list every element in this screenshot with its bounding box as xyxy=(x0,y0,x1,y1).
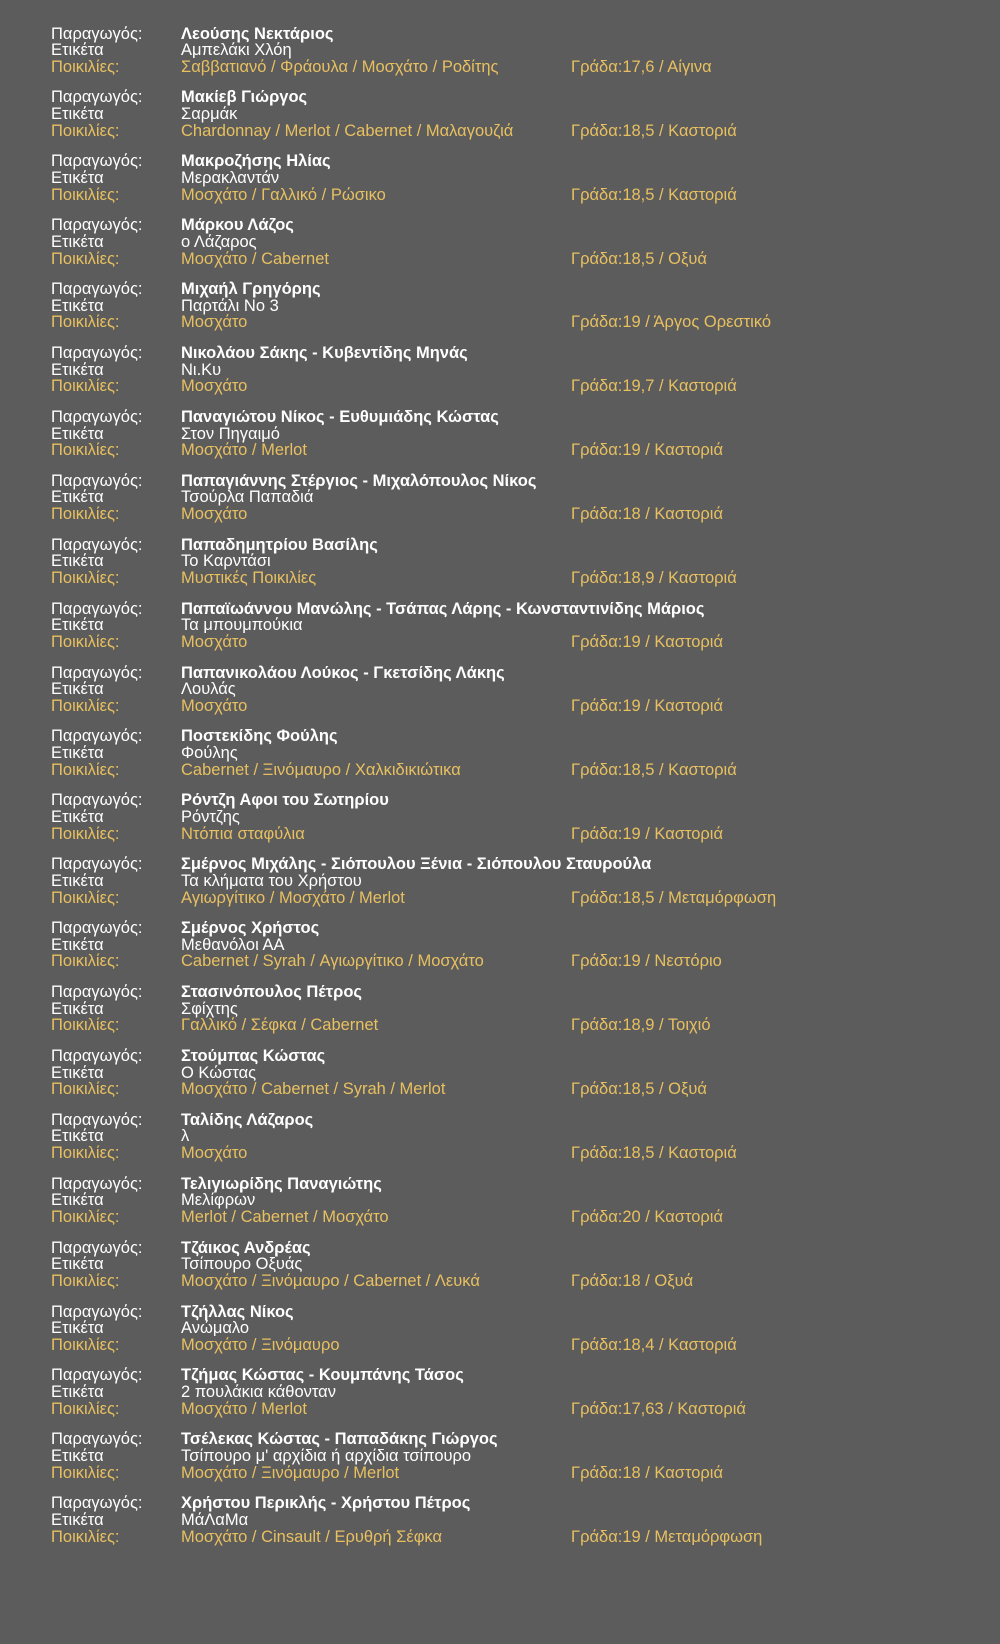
list-item xyxy=(0,89,1000,149)
list-item xyxy=(0,1304,1000,1364)
label-row xyxy=(0,426,1000,443)
label-row xyxy=(0,1320,1000,1337)
varieties-label: Ποικιλίες: xyxy=(51,441,120,460)
varieties-row xyxy=(0,59,1000,76)
label-label: Ετικέτα xyxy=(51,935,104,954)
varieties-label: Ποικιλίες: xyxy=(51,760,120,779)
varieties-row xyxy=(0,251,1000,268)
varieties-row xyxy=(0,1273,1000,1290)
grade-value: Γράδα:18,5 / Καστοριά xyxy=(571,185,737,204)
producer-row xyxy=(0,792,1000,809)
varieties-value: Μοσχάτο / Ξινόμαυρο / Cabernet / Λευκά xyxy=(181,1271,480,1290)
label-row xyxy=(0,873,1000,890)
label-name: Τσίπουρο μ' αρχίδια ή αρχίδια τσίπουρο xyxy=(181,1446,472,1465)
producer-row xyxy=(0,473,1000,490)
producer-label: Παραγωγός: xyxy=(51,471,143,490)
producer-label: Παραγωγός: xyxy=(51,280,143,299)
grade-value: Γράδα:19 / Καστοριά xyxy=(571,632,724,651)
producer-label: Παραγωγός: xyxy=(51,216,143,235)
list-item xyxy=(0,537,1000,597)
producer-row xyxy=(0,1495,1000,1512)
list-item xyxy=(0,792,1000,852)
grade-value: Γράδα:18 / Καστοριά xyxy=(571,505,724,524)
list-item xyxy=(0,281,1000,341)
label-label: Ετικέτα xyxy=(51,296,104,315)
producer-row xyxy=(0,345,1000,362)
label-label: Ετικέτα xyxy=(51,1127,104,1146)
label-row xyxy=(0,298,1000,315)
varieties-row xyxy=(0,1401,1000,1418)
producer-label: Παραγωγός: xyxy=(51,663,143,682)
label-label: Ετικέτα xyxy=(51,1063,104,1082)
varieties-row xyxy=(0,570,1000,587)
label-name: Μερακλαντάν xyxy=(181,168,280,187)
producer-row xyxy=(0,1176,1000,1193)
varieties-row xyxy=(0,1465,1000,1482)
label-name: Τσίπουρο Οξυάς xyxy=(181,1255,303,1274)
varieties-value: Μοσχάτο / Γαλλικό / Ρώσικο xyxy=(181,185,386,204)
label-label: Ετικέτα xyxy=(51,488,104,507)
varieties-label: Ποικιλίες: xyxy=(51,121,120,140)
varieties-row xyxy=(0,1017,1000,1034)
label-name: Τα κλήματα του Χρήστου xyxy=(181,871,362,890)
label-row xyxy=(0,745,1000,762)
varieties-row xyxy=(0,314,1000,331)
grade-value: Γράδα:18,5 / Οξυά xyxy=(571,249,707,268)
producer-label: Παραγωγός: xyxy=(51,1430,143,1449)
list-item xyxy=(0,1176,1000,1236)
producer-name: Στασινόπουλος Πέτρος xyxy=(181,983,363,1001)
producer-row xyxy=(0,1304,1000,1321)
producer-row xyxy=(0,1431,1000,1448)
producer-label: Παραγωγός: xyxy=(51,1302,143,1321)
producer-label: Παραγωγός: xyxy=(51,983,143,1001)
producer-row xyxy=(0,1048,1000,1065)
grade-value: Γράδα:17,6 / Αίγινα xyxy=(571,57,712,76)
label-name: Νι.Κυ xyxy=(181,360,222,379)
grade-value: Γράδα:19 / Νεστόριο xyxy=(571,952,722,971)
label-name: Σφίχτης xyxy=(181,999,238,1018)
label-label: Ετικέτα xyxy=(51,1510,104,1529)
producer-label: Παραγωγός: xyxy=(51,599,143,618)
producer-name: Μακροζήσης Ηλίας xyxy=(181,152,331,171)
varieties-value: Σαββατιανό / Φράουλα / Μοσχάτο / Ροδίτης xyxy=(181,57,499,76)
label-row xyxy=(0,489,1000,506)
varieties-label: Ποικιλίες: xyxy=(51,824,120,843)
label-row xyxy=(0,809,1000,826)
producer-row xyxy=(0,856,1000,873)
varieties-value: Μοσχάτο / Cabernet xyxy=(181,249,329,268)
producer-name: Μάρκου Λάζος xyxy=(181,216,294,235)
producer-name: Τζήμας Κώστας - Κουμπάνης Τάσος xyxy=(181,1366,464,1385)
label-label: Ετικέτα xyxy=(51,1319,104,1338)
varieties-value: Chardonnay / Merlot / Cabernet / Μαλαγουζιά xyxy=(181,121,514,140)
producer-name: Σμέρνος Μιχάλης - Σιόπουλου Ξένια - Σιόπουλου Σταυρούλα xyxy=(181,855,652,874)
producer-label: Παραγωγός: xyxy=(51,1046,143,1065)
list-item xyxy=(0,728,1000,788)
label-label: Ετικέτα xyxy=(51,616,104,635)
grade-value: Γράδα:17,63 / Καστοριά xyxy=(571,1399,746,1418)
label-row xyxy=(0,234,1000,251)
label-name: Μελίφρων xyxy=(181,1191,256,1210)
label-label: Ετικέτα xyxy=(51,1446,104,1465)
varieties-value: Μοσχάτο / Ξινόμαυρο / Merlot xyxy=(181,1463,400,1482)
varieties-label: Ποικιλίες: xyxy=(51,1080,120,1099)
producer-name: Τελιγιωρίδης Παναγιώτης xyxy=(181,1174,382,1193)
grade-value: Γράδα:18 / Οξυά xyxy=(571,1271,694,1290)
varieties-value: Ντόπια σταφύλια xyxy=(181,824,305,843)
list-item xyxy=(0,217,1000,277)
list-item xyxy=(0,920,1000,980)
producer-name: Μιχαήλ Γρηγόρης xyxy=(181,280,321,299)
grade-value: Γράδα:18,5 / Καστοριά xyxy=(571,1144,737,1163)
varieties-label: Ποικιλίες: xyxy=(51,313,120,332)
list-item xyxy=(0,1367,1000,1427)
varieties-label: Ποικιλίες: xyxy=(51,505,120,524)
label-label: Ετικέτα xyxy=(51,1191,104,1210)
label-row xyxy=(0,106,1000,123)
varieties-row xyxy=(0,890,1000,907)
varieties-row xyxy=(0,762,1000,779)
label-label: Ετικέτα xyxy=(51,1383,104,1402)
varieties-value: Μοσχάτο xyxy=(181,632,248,651)
producer-row xyxy=(0,409,1000,426)
producer-name: Λεούσης Νεκτάριος xyxy=(181,24,334,43)
list-item xyxy=(0,473,1000,533)
label-row xyxy=(0,42,1000,59)
varieties-value: Γαλλικό / Σέφκα / Cabernet xyxy=(181,1016,379,1035)
varieties-label: Ποικιλίες: xyxy=(51,57,120,76)
varieties-value: Μοσχάτο xyxy=(181,696,248,715)
varieties-label: Ποικιλίες: xyxy=(51,1463,120,1482)
label-row xyxy=(0,1512,1000,1529)
label-row xyxy=(0,1448,1000,1465)
list-item xyxy=(0,1240,1000,1300)
label-label: Ετικέτα xyxy=(51,168,104,187)
producer-name: Παπανικολάου Λούκος - Γκετσίδης Λάκης xyxy=(181,663,505,682)
list-item xyxy=(0,665,1000,725)
varieties-value: Μοσχάτο / Ξινόμαυρο xyxy=(181,1335,340,1354)
varieties-label: Ποικιλίες: xyxy=(51,569,120,588)
label-name: ΜάΛαΜα xyxy=(181,1510,249,1529)
producer-name: Ποστεκίδης Φούλης xyxy=(181,727,338,746)
label-name: Ο Κώστας xyxy=(181,1063,257,1082)
list-item xyxy=(0,1112,1000,1172)
producer-label: Παραγωγός: xyxy=(51,919,143,938)
varieties-value: Cabernet / Ξινόμαυρο / Χαλκιδικιώτικα xyxy=(181,760,461,779)
producer-row xyxy=(0,665,1000,682)
list-item xyxy=(0,1048,1000,1108)
producer-label: Παραγωγός: xyxy=(51,855,143,874)
varieties-value: Μοσχάτο xyxy=(181,1144,248,1163)
label-name: Λουλάς xyxy=(181,680,236,699)
label-label: Ετικέτα xyxy=(51,1255,104,1274)
producer-label: Παραγωγός: xyxy=(51,24,143,43)
grade-value: Γράδα:19 / Καστοριά xyxy=(571,696,724,715)
producer-name: Τσέλεκας Κώστας - Παπαδάκης Γιώργος xyxy=(181,1430,498,1449)
varieties-row xyxy=(0,826,1000,843)
label-row xyxy=(0,617,1000,634)
producer-name: Τζήλλας Νίκος xyxy=(181,1302,294,1321)
label-label: Ετικέτα xyxy=(51,744,104,763)
producer-name: Νικολάου Σάκης - Κυβεντίδης Μηνάς xyxy=(181,344,468,362)
list-item xyxy=(0,1431,1000,1491)
varieties-value: Μοσχάτο / Merlot xyxy=(181,441,307,460)
list-item xyxy=(0,153,1000,213)
varieties-row xyxy=(0,953,1000,970)
varieties-label: Ποικιλίες: xyxy=(51,632,120,651)
varieties-row xyxy=(0,378,1000,395)
list-item xyxy=(0,1495,1000,1555)
producer-label: Παραγωγός: xyxy=(51,535,143,554)
label-name: Στον Πηγαιμό xyxy=(181,424,280,443)
label-label: Ετικέτα xyxy=(51,552,104,571)
label-row xyxy=(0,1128,1000,1145)
producer-row xyxy=(0,1240,1000,1257)
varieties-row xyxy=(0,123,1000,140)
varieties-value: Cabernet / Syrah / Αγιωργίτικο / Μοσχάτο xyxy=(181,952,484,971)
producer-name: Σμέρνος Χρήστος xyxy=(181,919,320,938)
label-name: Τα μπουμπούκια xyxy=(181,616,303,635)
label-row xyxy=(0,1384,1000,1401)
list-item xyxy=(0,409,1000,469)
producer-row xyxy=(0,1367,1000,1384)
grade-value: Γράδα:18,4 / Καστοριά xyxy=(571,1335,737,1354)
varieties-value: Merlot / Cabernet / Μοσχάτο xyxy=(181,1208,389,1227)
label-row xyxy=(0,553,1000,570)
grade-value: Γράδα:19 / Μεταμόρφωση xyxy=(571,1527,763,1546)
list-item xyxy=(0,601,1000,661)
label-row xyxy=(0,1001,1000,1018)
list-item xyxy=(0,984,1000,1044)
producer-row xyxy=(0,728,1000,745)
varieties-row xyxy=(0,1145,1000,1162)
producer-row xyxy=(0,920,1000,937)
producer-label: Παραγωγός: xyxy=(51,1366,143,1385)
producer-name: Ρόντζη Αφοι του Σωτηρίου xyxy=(181,791,389,810)
varieties-value: Μοσχάτο xyxy=(181,377,248,396)
producer-name: Χρήστου Περικλής - Χρήστου Πέτρος xyxy=(181,1494,471,1513)
list-item xyxy=(0,26,1000,86)
producer-label: Παραγωγός: xyxy=(51,1238,143,1257)
varieties-row xyxy=(0,187,1000,204)
grade-value: Γράδα:19 / Καστοριά xyxy=(571,824,724,843)
label-label: Ετικέτα xyxy=(51,999,104,1018)
label-label: Ετικέτα xyxy=(51,807,104,826)
list-item xyxy=(0,856,1000,916)
label-name: λ xyxy=(181,1127,190,1146)
varieties-value: Αγιωργίτικο / Μοσχάτο / Merlot xyxy=(181,888,405,907)
grade-value: Γράδα:20 / Καστοριά xyxy=(571,1208,724,1227)
varieties-label: Ποικιλίες: xyxy=(51,249,120,268)
varieties-label: Ποικιλίες: xyxy=(51,696,120,715)
list-item xyxy=(0,345,1000,405)
producer-name: Παπαδημητρίου Βασίλης xyxy=(181,535,378,554)
label-row xyxy=(0,1192,1000,1209)
label-name: Μεθανόλοι ΑΑ xyxy=(181,935,285,954)
producer-name: Παπαϊωάννου Μανώλης - Τσάπας Λάρης - Κωνσταντινίδης Μάριος xyxy=(181,599,705,618)
label-label: Ετικέτα xyxy=(51,105,104,124)
producer-name: Στούμπας Κώστας xyxy=(181,1046,326,1065)
producer-label: Παραγωγός: xyxy=(51,727,143,746)
label-row xyxy=(0,937,1000,954)
grade-value: Γράδα:19 / Άργος Ορεστικό xyxy=(571,313,772,332)
label-label: Ετικέτα xyxy=(51,232,104,251)
producer-row xyxy=(0,281,1000,298)
label-row xyxy=(0,1065,1000,1082)
varieties-label: Ποικιλίες: xyxy=(51,1527,120,1546)
label-label: Ετικέτα xyxy=(51,680,104,699)
label-name: Φούλης xyxy=(181,744,238,763)
label-label: Ετικέτα xyxy=(51,360,104,379)
varieties-row xyxy=(0,1337,1000,1354)
producer-name: Παπαγιάννης Στέργιος - Μιχαλόπουλος Νίκος xyxy=(181,471,537,490)
label-name: ο Λάζαρος xyxy=(181,232,257,251)
varieties-value: Μυστικές Ποικιλίες xyxy=(181,569,317,588)
label-name: Τσούρλα Παπαδιά xyxy=(181,488,314,507)
grade-value: Γράδα:18,9 / Τοιχιό xyxy=(571,1016,711,1035)
grade-value: Γράδα:18 / Καστοριά xyxy=(571,1463,724,1482)
label-name: Το Καρντάσι xyxy=(181,552,271,571)
varieties-label: Ποικιλίες: xyxy=(51,952,120,971)
varieties-row xyxy=(0,1209,1000,1226)
producer-name: Παναγιώτου Νίκος - Ευθυμιάδης Κώστας xyxy=(181,407,499,426)
label-name: Ανώμαλο xyxy=(181,1319,250,1338)
varieties-label: Ποικιλίες: xyxy=(51,377,120,396)
producer-label: Παραγωγός: xyxy=(51,791,143,810)
label-name: Αμπελάκι Χλόη xyxy=(181,41,292,60)
producer-name: Μακίεβ Γιώργος xyxy=(181,88,308,107)
varieties-value: Μοσχάτο xyxy=(181,313,248,332)
producer-name: Ταλίδης Λάζαρος xyxy=(181,1110,314,1129)
varieties-label: Ποικιλίες: xyxy=(51,1016,120,1035)
producer-label: Παραγωγός: xyxy=(51,152,143,171)
producer-row xyxy=(0,601,1000,618)
label-name: Παρτάλι Νο 3 xyxy=(181,296,279,315)
grade-value: Γράδα:19 / Καστοριά xyxy=(571,441,724,460)
label-name: 2 πουλάκια κάθονταν xyxy=(181,1383,336,1402)
grade-value: Γράδα:18,5 / Καστοριά xyxy=(571,760,737,779)
producer-label: Παραγωγός: xyxy=(51,344,143,362)
producer-row xyxy=(0,537,1000,554)
varieties-label: Ποικιλίες: xyxy=(51,1399,120,1418)
varieties-label: Ποικιλίες: xyxy=(51,1144,120,1163)
varieties-row xyxy=(0,506,1000,523)
varieties-value: Μοσχάτο / Cinsault / Ερυθρή Σέφκα xyxy=(181,1527,443,1546)
label-row xyxy=(0,1256,1000,1273)
varieties-label: Ποικιλίες: xyxy=(51,1208,120,1227)
varieties-row xyxy=(0,634,1000,651)
producer-label: Παραγωγός: xyxy=(51,407,143,426)
label-label: Ετικέτα xyxy=(51,41,104,60)
producer-label: Παραγωγός: xyxy=(51,1494,143,1513)
varieties-row xyxy=(0,1529,1000,1546)
label-name: Ρόντζης xyxy=(181,807,240,826)
varieties-label: Ποικιλίες: xyxy=(51,888,120,907)
label-label: Ετικέτα xyxy=(51,871,104,890)
varieties-row xyxy=(0,442,1000,459)
producer-row xyxy=(0,153,1000,170)
label-row xyxy=(0,362,1000,379)
producer-row xyxy=(0,89,1000,106)
label-row xyxy=(0,681,1000,698)
grade-value: Γράδα:19,7 / Καστοριά xyxy=(571,377,737,396)
varieties-label: Ποικιλίες: xyxy=(51,185,120,204)
varieties-label: Ποικιλίες: xyxy=(51,1271,120,1290)
grade-value: Γράδα:18,5 / Μεταμόρφωση xyxy=(571,888,777,907)
producer-name: Τζάικος Ανδρέας xyxy=(181,1238,311,1257)
producer-row xyxy=(0,26,1000,43)
producer-label: Παραγωγός: xyxy=(51,1174,143,1193)
varieties-label: Ποικιλίες: xyxy=(51,1335,120,1354)
producer-row xyxy=(0,1112,1000,1129)
varieties-value: Μοσχάτο xyxy=(181,505,248,524)
label-label: Ετικέτα xyxy=(51,424,104,443)
label-row xyxy=(0,170,1000,187)
varieties-row xyxy=(0,698,1000,715)
grade-value: Γράδα:18,9 / Καστοριά xyxy=(571,569,737,588)
label-name: Σαρμάκ xyxy=(181,105,238,124)
varieties-value: Μοσχάτο / Cabernet / Syrah / Merlot xyxy=(181,1080,446,1099)
producer-row xyxy=(0,984,1000,1001)
grade-value: Γράδα:18,5 / Οξυά xyxy=(571,1080,707,1099)
grade-value: Γράδα:18,5 / Καστοριά xyxy=(571,121,737,140)
varieties-row xyxy=(0,1081,1000,1098)
producer-label: Παραγωγός: xyxy=(51,88,143,107)
producer-row xyxy=(0,217,1000,234)
producer-label: Παραγωγός: xyxy=(51,1110,143,1129)
varieties-value: Μοσχάτο / Merlot xyxy=(181,1399,307,1418)
